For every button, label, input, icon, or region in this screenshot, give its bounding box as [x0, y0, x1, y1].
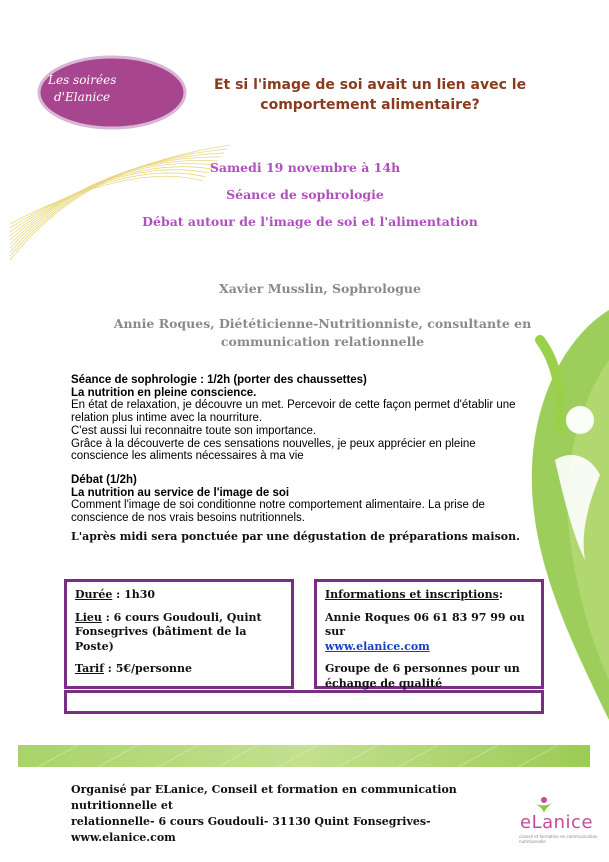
- duration-row: [75, 588, 285, 603]
- info-title-row: [325, 588, 535, 603]
- session-paragraph-1: En état de relaxation, je découvre un met. Percevoir de cette façon permet d'établir une relation plus intime avec la nourriture.: [71, 399, 516, 425]
- badge-line2: d'Elanice: [54, 90, 111, 104]
- website-link[interactable]: www.elanice.com: [325, 639, 430, 653]
- program-description: [71, 374, 521, 525]
- empty-box: [64, 690, 544, 714]
- footer-organizer: [71, 782, 531, 846]
- debate-paragraph: Comment l'image de soi conditionne notre comportement alimentaire. La prise de conscience de nos vrais besoins nutritionnels.: [71, 499, 485, 525]
- event-session: Séance de sophrologie: [226, 187, 384, 202]
- duration-value: : 1h30: [112, 588, 156, 601]
- info-box: [314, 579, 544, 689]
- elanice-logo: eLanice: [520, 812, 594, 833]
- price-row: [75, 662, 285, 677]
- location-value: : 6 cours Goudouli, Quint Fonsegrives (bâtiment de la Poste): [75, 610, 262, 653]
- location-row: [75, 611, 285, 655]
- location-label: Lieu: [75, 610, 102, 624]
- footer-line2: relationnelle- 6 cours Goudouli- 31130 Quint Fonsegrives- www.elanice.com: [71, 815, 431, 844]
- price-label: Tarif: [75, 662, 104, 675]
- details-box: [64, 579, 294, 689]
- event-date: Samedi 19 novembre à 14h: [209, 160, 401, 175]
- speaker-sophrologue: Xavier Musslin, Sophrologue: [219, 281, 421, 296]
- duration-label: Durée: [75, 588, 113, 601]
- price-value: : 5€/personne: [103, 662, 193, 675]
- info-contact: Annie Roques 06 61 83 97 99 ou sur: [325, 610, 525, 638]
- title-line2: comportement alimentaire?: [260, 97, 480, 113]
- info-title-suffix: :: [498, 588, 503, 601]
- badge-text: [48, 72, 168, 106]
- session-subtitle: La nutrition en pleine conscience.: [71, 386, 257, 399]
- green-band-decoration: [18, 745, 590, 767]
- debate-subtitle: La nutrition au service de l'image de soi: [71, 486, 290, 499]
- session-title: Séance de sophrologie : 1/2h (porter des chaussettes): [71, 374, 367, 386]
- info-group: Groupe de 6 personnes pour un échange de qualité: [325, 662, 520, 690]
- tasting-note: L'après midi sera ponctuée par une dégustation de préparations maison.: [71, 530, 520, 543]
- title-line1: Et si l'image de soi avait un lien avec le: [213, 77, 527, 93]
- speaker-dieteticienne: Annie Roques, Diététicienne-Nutritionniste, consultante en communication relationnelle: [113, 316, 532, 349]
- session-paragraph-2: C'est aussi lui reconnaitre toute son importance.: [71, 424, 317, 437]
- elanice-tagline: conseil et formation en communication nutritionnelle: [519, 834, 598, 844]
- page-title: [195, 75, 545, 115]
- debate-title: Débat (1/2h): [71, 473, 137, 486]
- footer-line1: Organisé par ELanice, Conseil et formation en communication nutritionnelle et: [71, 783, 457, 812]
- session-paragraph-3: Grâce à la découverte de ces sensations nouvelles, je peux apprécier en pleine conscience les aliments nécessaires à ma vie: [71, 437, 476, 463]
- event-debate: Débat autour de l'image de soi et l'alimentation: [142, 214, 478, 229]
- badge-line1: Les soirées: [48, 73, 117, 87]
- info-title: Informations et inscriptions: [325, 588, 499, 601]
